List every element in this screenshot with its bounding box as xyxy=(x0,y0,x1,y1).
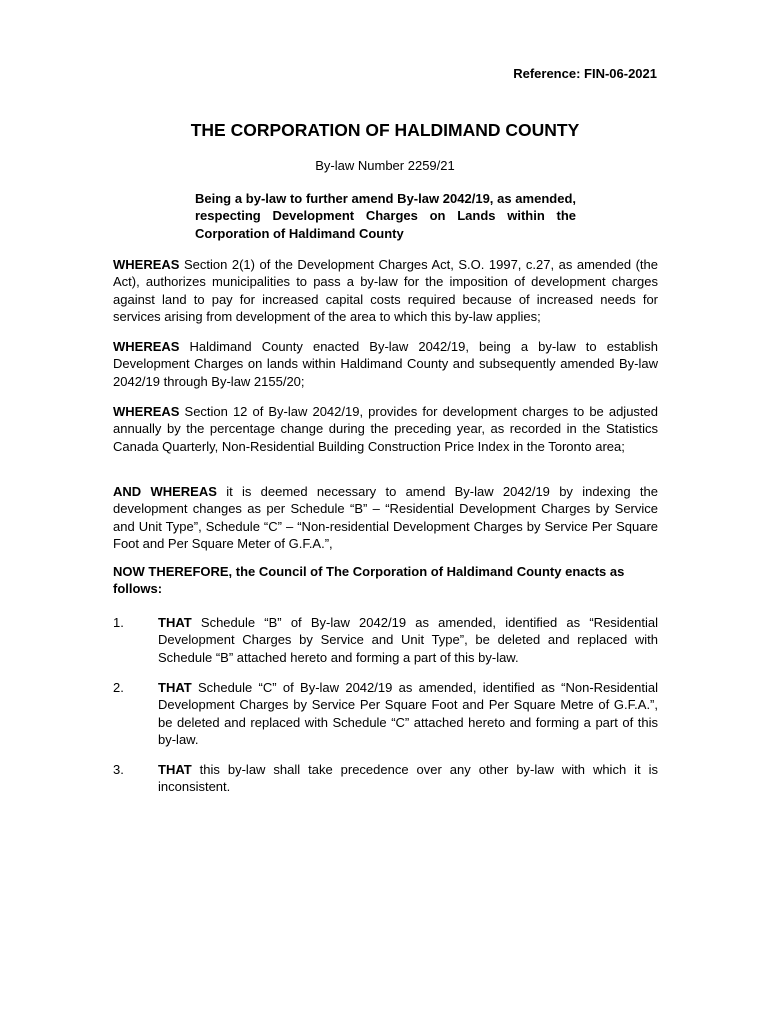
whereas-lead: AND WHEREAS xyxy=(113,484,217,499)
bylaw-number: By-law Number 2259/21 xyxy=(315,158,455,173)
bylaw-subtitle: Being a by-law to further amend By-law 2042/19, as amended, respecting Development Charges on Lands within the Corporation of Haldimand County xyxy=(195,191,576,241)
whereas-text: Haldimand County enacted By-law 2042/19, being a by-law to establish Development Charges on lands within Haldimand County and subsequently amended By-law 2042/19 through By-law 2155/20; xyxy=(113,339,658,389)
item-number: 2. xyxy=(113,680,124,695)
whereas-paragraph-2 xyxy=(113,338,658,390)
item-text: this by-law shall take precedence over any other by-law with which it is inconsistent. xyxy=(158,762,658,795)
item-text: Schedule “B” of By-law 2042/19 as amended, identified as “Residential Development Charges by Service and Unit Type”, be deleted and replaced with Schedule “B” attached hereto and forming a part of this by-law. xyxy=(158,615,658,665)
whereas-paragraph-1 xyxy=(113,256,658,325)
whereas-lead: WHEREAS xyxy=(113,404,180,419)
whereas-paragraph-4 xyxy=(113,483,658,552)
item-number: 3. xyxy=(113,762,124,777)
document-title: THE CORPORATION OF HALDIMAND COUNTY xyxy=(190,120,580,140)
item-number: 1. xyxy=(113,615,124,630)
whereas-lead: WHEREAS xyxy=(113,257,180,272)
enactment-item-3 xyxy=(113,761,658,796)
whereas-text: it is deemed necessary to amend By-law 2042/19 by indexing the development changes as per Schedule “B” – “Residential Development Charges by Service and Unit Type”, Schedule “C” – “Non-residential Development Charges by Service Per Square Foot and Per Square Meter of G.F.A.”, xyxy=(113,484,658,551)
item-text: Schedule “C” of By-law 2042/19 as amended, identified as “Non-Residential Development Charges by Service Per Square Foot and Per Square Metre of G.F.A.”, be deleted and replaced with Schedule “C” attached hereto and forming a part of this by-law. xyxy=(158,680,658,747)
item-body xyxy=(158,614,658,666)
whereas-paragraph-3 xyxy=(113,403,658,455)
item-body xyxy=(158,761,658,796)
item-lead: THAT xyxy=(158,762,192,777)
whereas-lead: WHEREAS xyxy=(113,339,180,354)
whereas-text: Section 12 of By-law 2042/19, provides for development charges to be adjusted annually by the percentage change during the preceding year, as recorded in the Statistics Canada Quarterly, Non-Residential Building Construction Price Index in the Toronto area; xyxy=(113,404,658,454)
item-lead: THAT xyxy=(158,680,192,695)
reference-number: Reference: FIN-06-2021 xyxy=(513,66,657,81)
whereas-text: Section 2(1) of the Development Charges Act, S.O. 1997, c.27, as amended (the Act), authorizes municipalities to pass a by-law for the imposition of development charges against land to pay for increased capital costs required because of increased needs for services arising from development of the area to which this by-law applies; xyxy=(113,257,658,324)
enactment-item-1 xyxy=(113,614,658,666)
item-lead: THAT xyxy=(158,615,192,630)
enactment-item-2 xyxy=(113,679,658,748)
now-therefore-clause: NOW THEREFORE, the Council of The Corporation of Haldimand County enacts as follows: xyxy=(113,564,625,597)
item-body xyxy=(158,679,658,748)
